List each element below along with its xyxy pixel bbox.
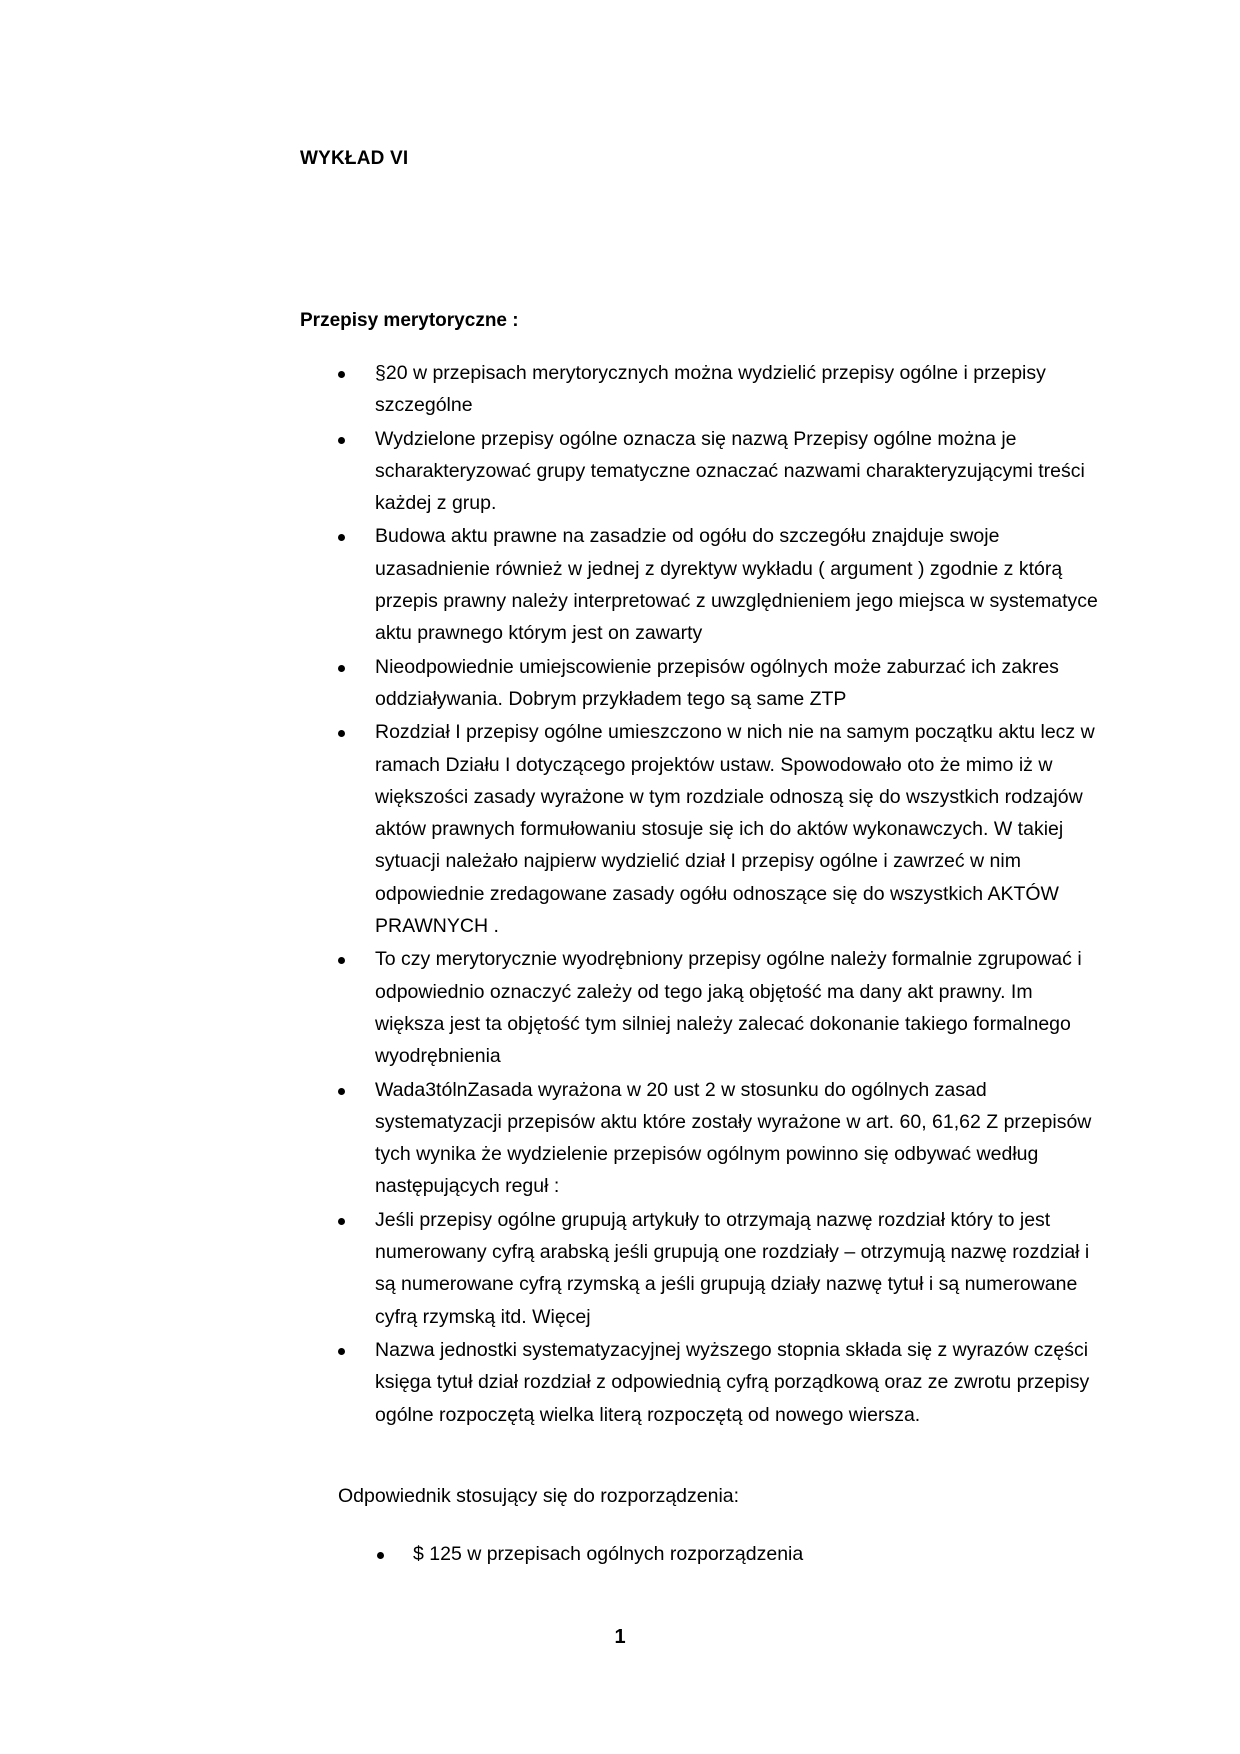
list-item <box>300 716 1100 942</box>
list-item <box>300 651 1100 716</box>
list-item <box>338 1538 1098 1570</box>
bullet-icon <box>338 1088 345 1095</box>
bullet-icon <box>377 1552 384 1559</box>
bullet-icon <box>338 665 345 672</box>
list-item <box>300 1334 1100 1431</box>
list-item-text: Budowa aktu prawne na zasadzie od ogółu do szczegółu znajduje swoje uzasadnienie również w jednej z dyrektyw wykładu ( argument ) zgodnie z którą przepis prawny należy interpretować z uwzględnieniem jego miejsca w systematyce aktu prawnego którym jest on zawarty <box>375 525 1098 645</box>
list-item-text: To czy merytorycznie wyodrębniony przepisy ogólne należy formalnie zgrupować i odpowiednio oznaczyć zależy od tego jaką objętość ma dany akt prawny. Im większa jest ta objętość tym silniej należy zalecać dokonanie takiego formalnego wyodrębnienia <box>375 948 1082 1068</box>
bullet-icon <box>338 437 345 444</box>
bullet-icon <box>338 534 345 541</box>
list-item-text: Wydzielone przepisy ogólne oznacza się nazwą Przepisy ogólne można je scharakteryzować grupy tematyczne oznaczać nazwami charakteryzującymi treści każdej z grup. <box>375 427 1085 515</box>
bullet-icon <box>338 1348 345 1355</box>
sub-bullet-list <box>338 1538 1098 1570</box>
list-item <box>300 943 1100 1072</box>
section-heading: Przepisy merytoryczne : <box>300 310 519 331</box>
list-item-text: $ 125 w przepisach ogólnych rozporządzenia <box>413 1543 804 1565</box>
list-item-text: Nieodpowiednie umiejscowienie przepisów ogólnych może zaburzać ich zakres oddziaływania. Dobrym przykładem tego są same ZTP <box>375 655 1059 710</box>
list-item <box>300 423 1100 520</box>
bullet-icon <box>338 1218 345 1225</box>
page-number: 1 <box>614 1626 626 1648</box>
subsection-heading: Odpowiednik stosujący się do rozporządzenia: <box>338 1485 740 1507</box>
document-title: WYKŁAD VI <box>300 148 409 169</box>
bullet-icon <box>338 730 345 737</box>
list-item <box>300 520 1100 649</box>
list-item-text: Nazwa jednostki systematyzacyjnej wyższego stopnia składa się z wyrazów części księga tytuł dział rozdział z odpowiednią cyfrą porządkową oraz ze zwrotu przepisy ogólne rozpoczętą wielka literą rozpoczętą od nowego wiersza. <box>375 1338 1090 1426</box>
bullet-list <box>300 357 1100 1431</box>
list-item-text: Wada3tólnZasada wyrażona w 20 ust 2 w stosunku do ogólnych zasad systematyzacji przepisów aktu które zostały wyrażone w art. 60, 61,62 Z przepisów tych wynika że wydzielenie przepisów ogólnym powinno się odbywać według następujących reguł : <box>375 1078 1092 1198</box>
list-item <box>300 1204 1100 1333</box>
bullet-icon <box>338 957 345 964</box>
list-item-text: Rozdział I przepisy ogólne umieszczono w nich nie na samym początku aktu lecz w ramach Działu I dotyczącego projektów ustaw. Spowodowało oto że mimo iż w większości zasady wyrażone w tym rozdziale odnoszą się do wszystkich rodzajów aktów prawnych formułowaniu stosuje się ich do aktów wykonawczych. W takiej sytuacji należało najpierw wydzielić dział I przepisy ogólne i zawrzeć w nim odpowiednie zredagowane zasady ogółu odnoszące się do wszystkich AKTÓW PRAWNYCH . <box>375 721 1095 938</box>
list-item <box>300 357 1100 422</box>
bullet-icon <box>338 371 345 378</box>
list-item-text: Jeśli przepisy ogólne grupują artykuły to otrzymają nazwę rozdział który to jest numerowany cyfrą arabską jeśli grupują one rozdziały – otrzymują nazwę rozdział i są numerowane cyfrą rzymską a jeśli grupują działy nazwę tytuł i są numerowane cyfrą rzymską itd. Więcej <box>375 1208 1090 1328</box>
list-item-text: §20 w przepisach merytorycznych można wydzielić przepisy ogólne i przepisy szczególne <box>375 362 1046 417</box>
list-item <box>300 1074 1100 1203</box>
